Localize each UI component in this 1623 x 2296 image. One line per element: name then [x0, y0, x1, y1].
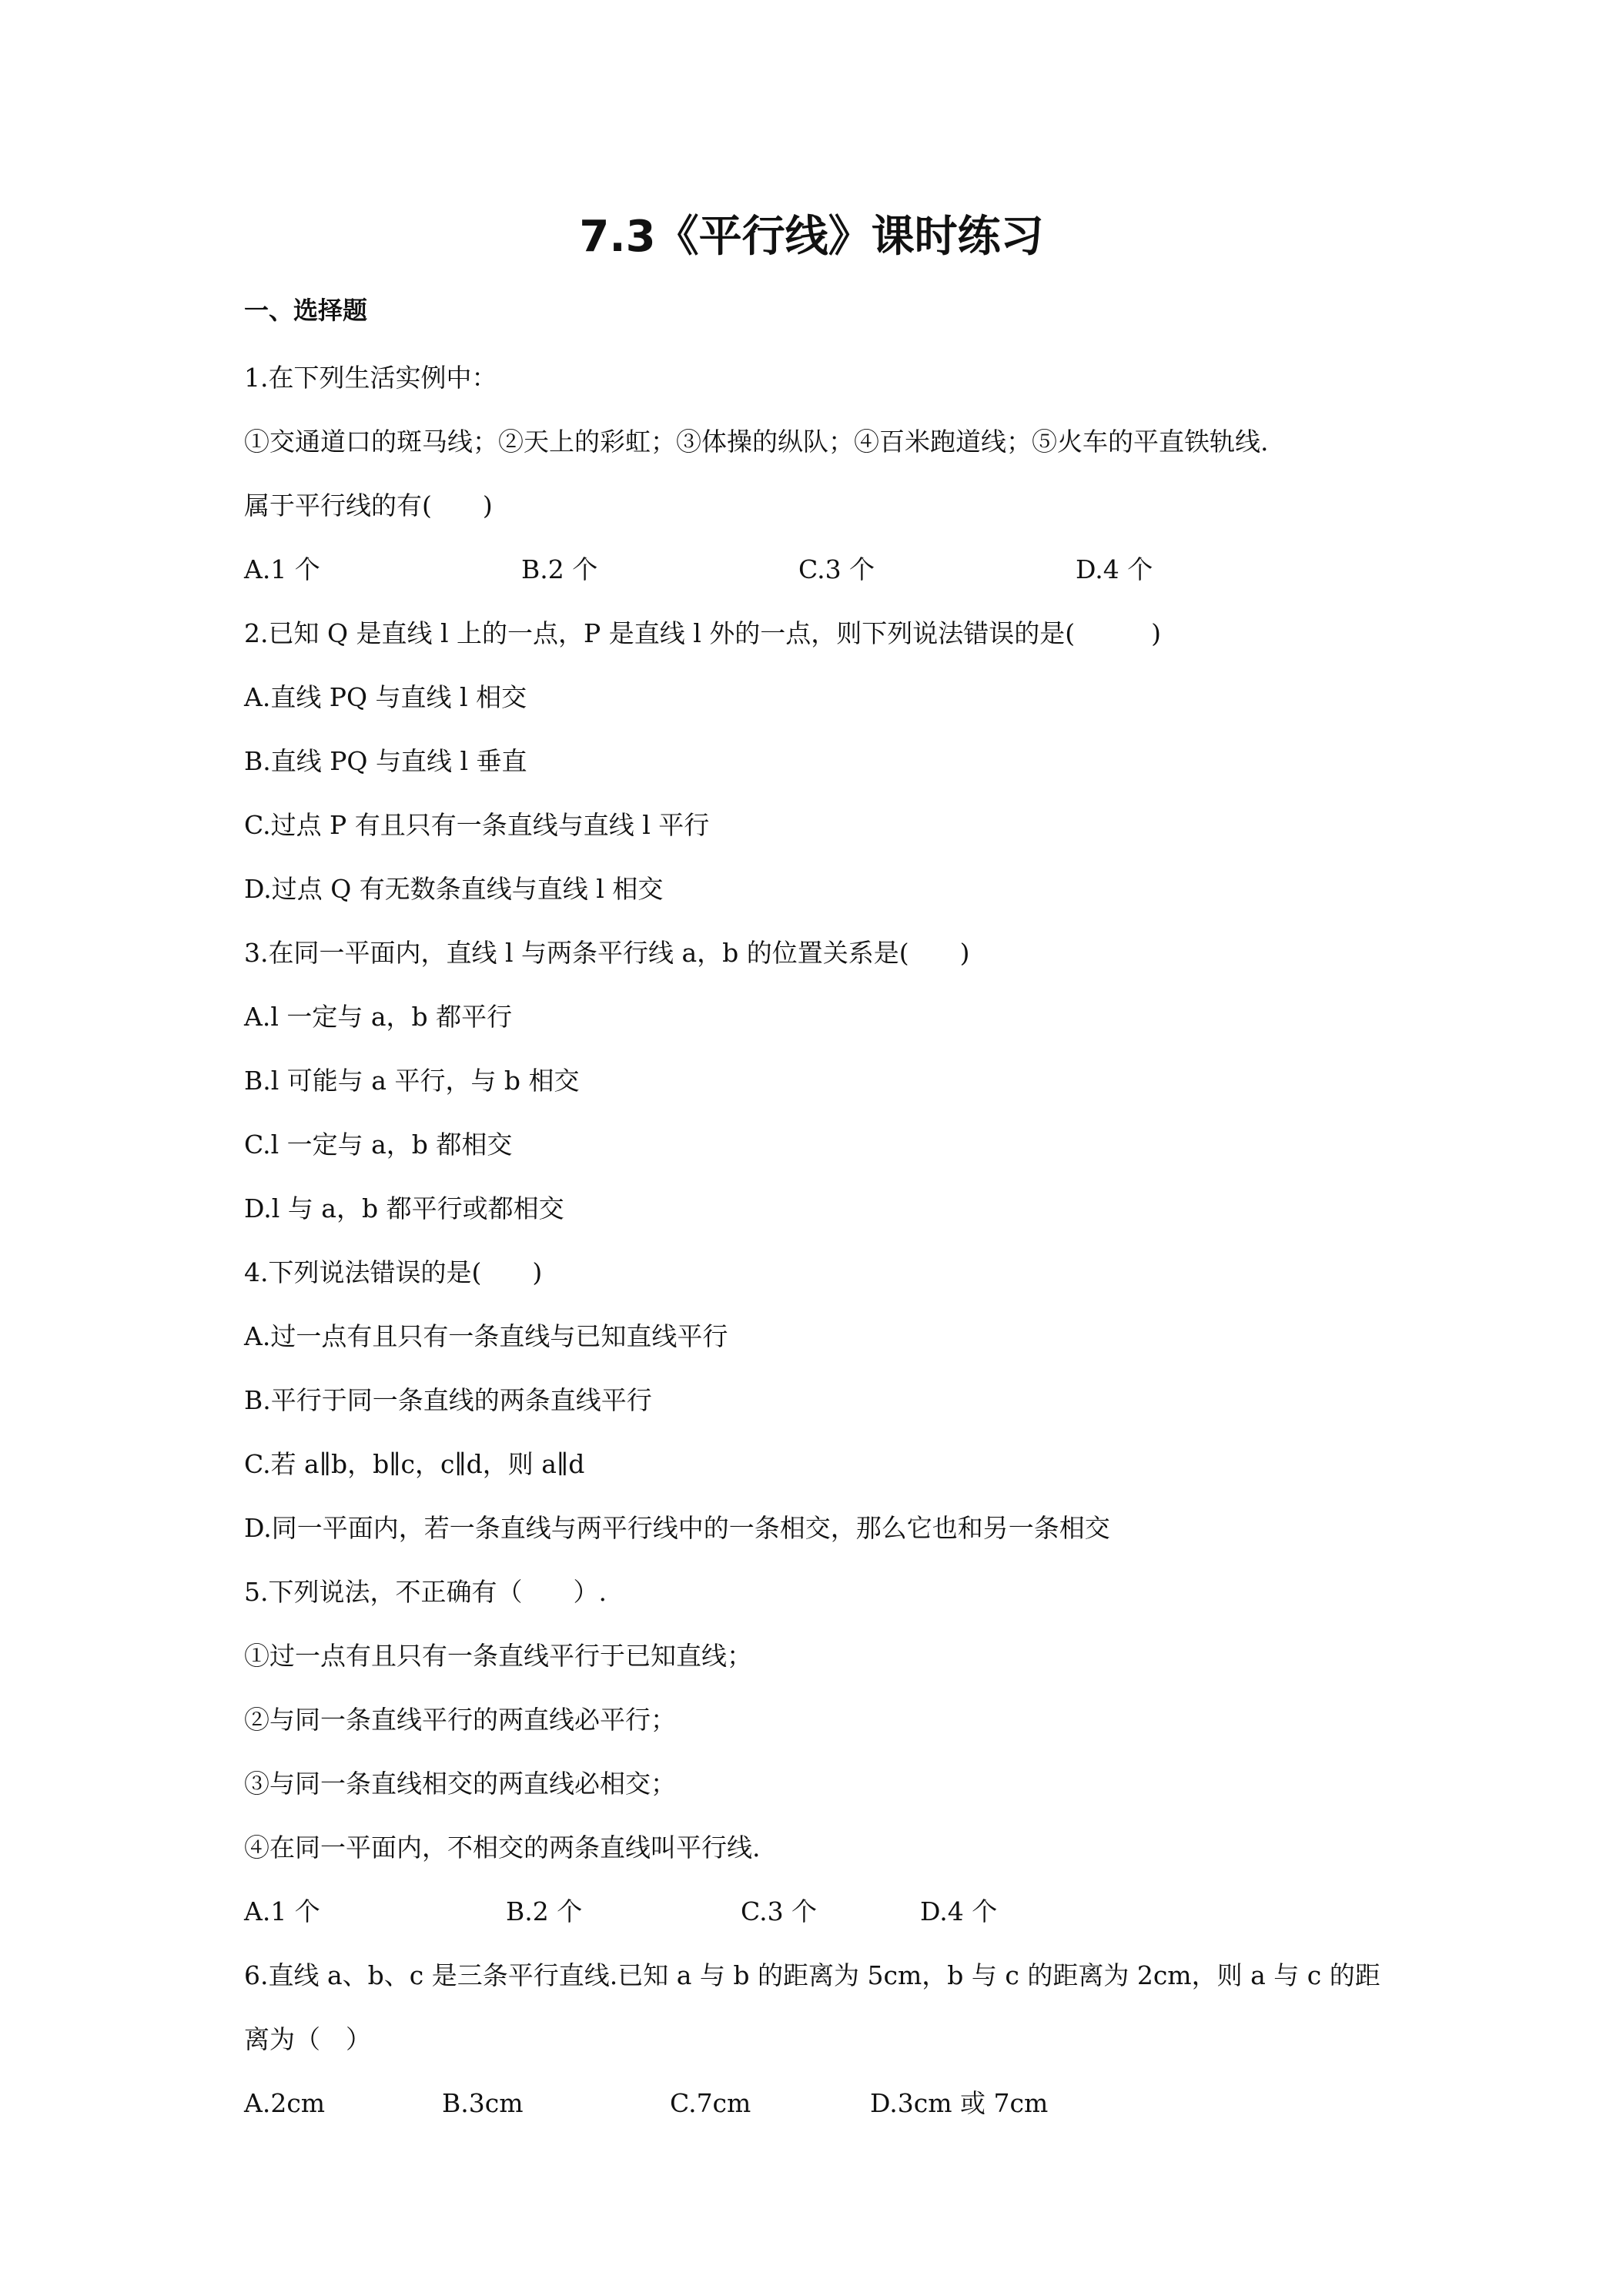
question-6-option-d: D.3cm 或 7cm: [870, 2088, 1049, 2118]
question-1-option-a: A.1 个: [244, 554, 320, 584]
question-5-option-a: A.1 个: [244, 1896, 320, 1926]
question-4-option-a: A.过一点有且只有一条直线与已知直线平行: [244, 1321, 728, 1351]
question-1-stem: 1.在下列生活实例中：: [244, 363, 497, 393]
question-1-option-d: D.4 个: [1076, 554, 1153, 584]
page-title: 7.3《平行线》课时练习: [579, 212, 1044, 262]
question-6-option-c: C.7cm: [670, 2088, 751, 2118]
question-3-option-b: B.l 可能与 a 平行，与 b 相交: [244, 1066, 580, 1096]
question-5-option-b: B.2 个: [506, 1896, 583, 1926]
question-5-statement-3: ③与同一条直线相交的两直线必相交；: [244, 1769, 676, 1799]
question-2-stem: 2.已知 Q 是直线 l 上的一点，P 是直线 l 外的一点，则下列说法错误的是( ): [244, 618, 1162, 648]
question-3-option-c: C.l 一定与 a，b 都相交: [244, 1130, 513, 1160]
question-1-prompt: 属于平行线的有( ): [244, 490, 493, 520]
question-4-option-d: D.同一平面内，若一条直线与两平行线中的一条相交，那么它也和另一条相交: [244, 1513, 1110, 1543]
question-5-statement-2: ②与同一条直线平行的两直线必平行；: [244, 1705, 676, 1735]
question-6-option-a: A.2cm: [244, 2088, 326, 2118]
question-5-statement-1: ①过一点有且只有一条直线平行于已知直线；: [244, 1641, 752, 1671]
question-3-option-a: A.l 一定与 a，b 都平行: [244, 1002, 513, 1032]
question-6-stem-line-1: 6.直线 a、b、c 是三条平行直线.已知 a 与 b 的距离为 5cm，b 与 c 的距离为 2cm，则 a 与 c 的距: [244, 1960, 1380, 1990]
question-4-stem: 4.下列说法错误的是( ): [244, 1257, 543, 1287]
question-4-option-c: C.若 a∥b，b∥c，c∥d，则 a∥d: [244, 1449, 585, 1479]
question-2-option-d: D.过点 Q 有无数条直线与直线 l 相交: [244, 874, 664, 904]
question-2-option-c: C.过点 P 有且只有一条直线与直线 l 平行: [244, 810, 710, 840]
question-3-stem: 3.在同一平面内，直线 l 与两条平行线 a，b 的位置关系是( ): [244, 938, 970, 968]
question-4-option-b: B.平行于同一条直线的两条直线平行: [244, 1385, 652, 1415]
section-heading: 一、选择题: [244, 296, 368, 325]
question-6-stem-line-2: 离为（ ）: [244, 2024, 371, 2054]
question-1-option-c: C.3 个: [798, 554, 875, 584]
question-1-option-b: B.2 个: [521, 554, 598, 584]
question-3-option-d: D.l 与 a，b 都平行或都相交: [244, 1193, 564, 1223]
question-1-items: ①交通道口的斑马线；②天上的彩虹；③体操的纵队；④百米跑道线；⑤火车的平直铁轨线.: [244, 427, 1269, 457]
question-5-option-d: D.4 个: [920, 1896, 998, 1926]
question-5-stem: 5.下列说法，不正确有（ ）.: [244, 1577, 607, 1607]
question-6-option-b: B.3cm: [442, 2088, 524, 2118]
question-5-option-c: C.3 个: [741, 1896, 818, 1926]
question-2-option-a: A.直线 PQ 与直线 l 相交: [244, 682, 527, 712]
question-5-statement-4: ④在同一平面内，不相交的两条直线叫平行线.: [244, 1832, 761, 1863]
question-2-option-b: B.直线 PQ 与直线 l 垂直: [244, 746, 527, 776]
